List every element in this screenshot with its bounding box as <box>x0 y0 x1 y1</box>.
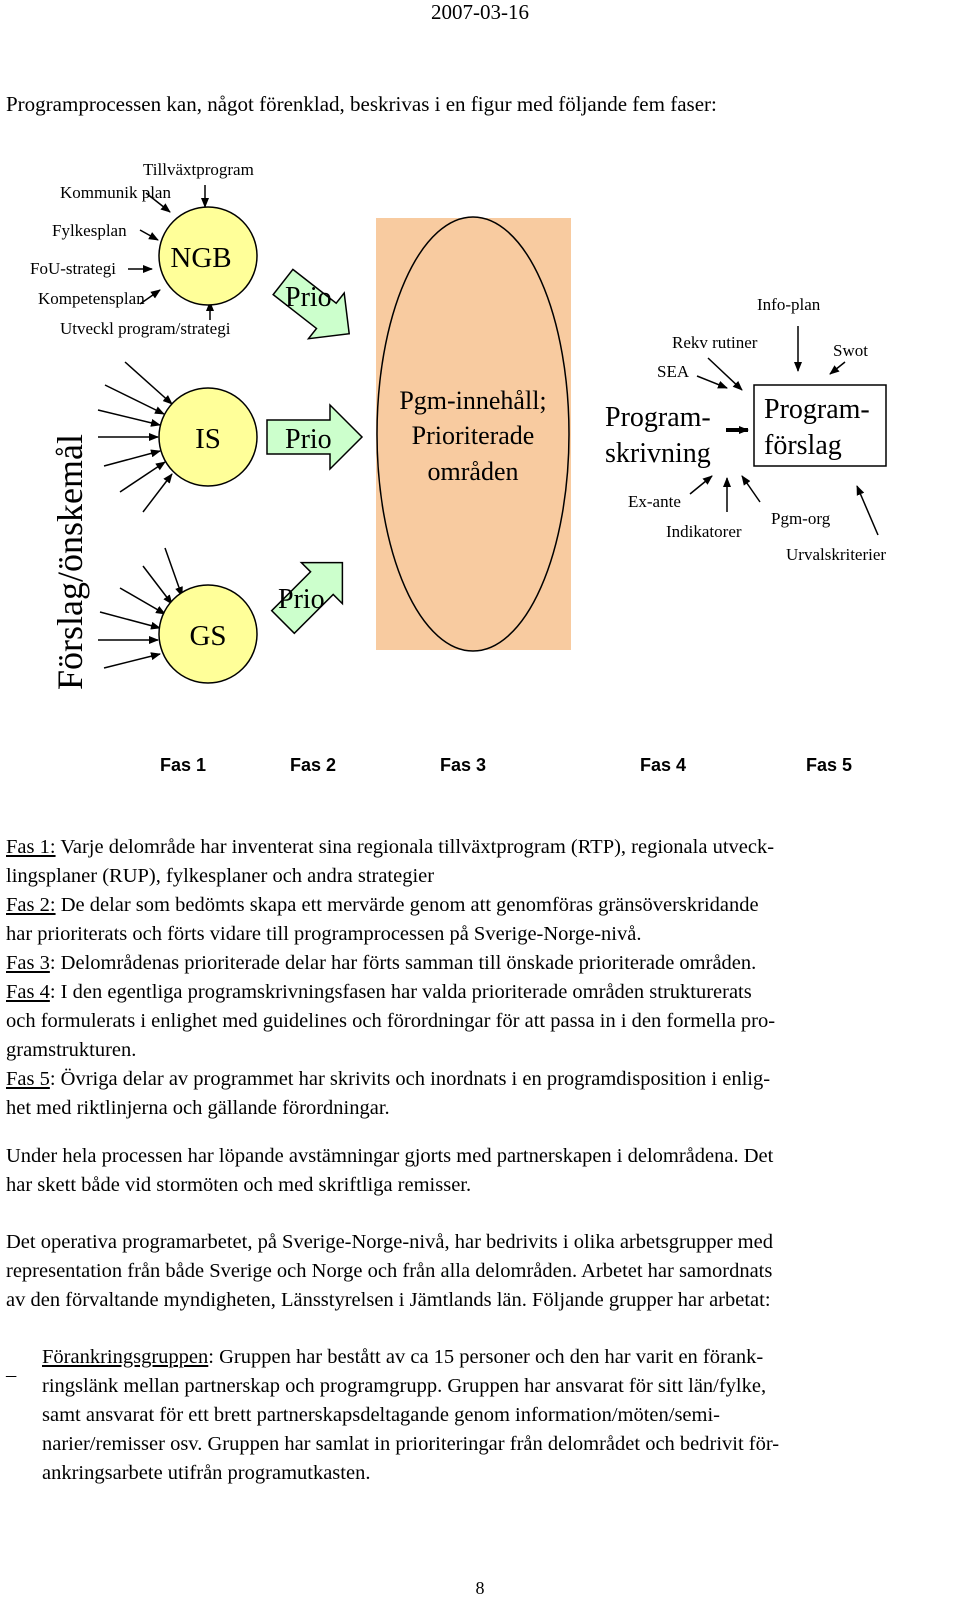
fas4-text-1: : I den egentliga programskrivningsfasen har valda prioriterade områden strukturerats <box>49 981 752 1003</box>
fas3-text-1: : Delområdenas prioriterade delar har förts samman till önskade prioriterade områden. <box>49 952 757 974</box>
prio-label-middle: Prio <box>285 424 332 455</box>
rekv-rutiner-label: Rekv rutiner <box>672 333 758 352</box>
intro-text: Programprocessen kan, något förenklad, beskrivas i en figur med följande fem faser: <box>6 92 717 116</box>
input-tillvaxtprogram: Tillväxtprogram <box>143 160 254 179</box>
para3-line-1: Det operativa programarbetet, på Sverige-Norge-nivå, har bedrivits i olika arbetsgrupper med <box>6 1231 773 1253</box>
bullet-line-2: ringslänk mellan partnerskap och programgrupp. Gruppen har ansvarat för sitt län/fylke, <box>42 1375 767 1397</box>
swot-label: Swot <box>833 341 868 360</box>
fas4-line-2: och formulerats i enlighet med guidelines och förordningar för att passa in i den formella pro- <box>6 1010 776 1032</box>
fas2-text-1: De delar som bedömts skapa ett mervärde genom att genomföras gränsöverskridande <box>60 894 759 916</box>
indikatorer-label: Indikatorer <box>666 522 742 541</box>
fas1-label: Fas 1: <box>6 836 56 858</box>
infoplan-label: Info-plan <box>757 295 821 314</box>
bullet-line-4: narier/remisser osv. Gruppen har samlat in prioriteringar från delområdet och bedrivit för- <box>42 1433 780 1455</box>
bullet-forankringsgruppen <box>42 1343 952 1488</box>
fas5-line-2: het med riktlinjerna och gällande förordningar. <box>6 1097 390 1119</box>
fas1-text-1: Varje delområde har inventerat sina regionala tillväxtprogram (RTP), regionala utveck- <box>60 836 775 858</box>
para2-line-1: Under hela processen har löpande avstämningar gjorts med partnerskapen i delområdena. Det <box>6 1145 774 1167</box>
fas2-line-1 <box>6 891 954 920</box>
input-fylkesplan: Fylkesplan <box>52 221 127 240</box>
rekv-arrow <box>708 358 742 390</box>
fas2-line-2: har prioriterats och förts vidare till programprocessen på Sverige-Norge-nivå. <box>6 923 642 945</box>
paragraph-operativa <box>6 1228 954 1315</box>
fas1-line-2: lingsplaner (RUP), fylkesplaner och andra strategier <box>6 865 435 887</box>
page-date: 2007-03-16 <box>431 0 529 24</box>
fas4-label: Fas 4 <box>6 981 50 1003</box>
prio-label-bottom: Prio <box>278 584 325 615</box>
bullet-label: Förankringsgruppen <box>42 1346 209 1368</box>
fas3-line-1 <box>6 949 954 978</box>
page-number: 8 <box>475 1578 485 1598</box>
programforslag-line-2: förslag <box>764 430 842 461</box>
bullet-line-1 <box>42 1343 952 1372</box>
sea-label: SEA <box>657 362 690 381</box>
pgmorg-arrow <box>742 476 760 502</box>
ngb-label: NGB <box>170 242 232 274</box>
fas5-label: Fas 5 <box>6 1068 50 1090</box>
programforslag-line-1: Program- <box>764 394 870 425</box>
is-label: IS <box>195 423 221 455</box>
phase-label-2: Fas 2 <box>290 755 337 775</box>
input-utveckl-program: Utveckl program/strategi <box>60 319 231 338</box>
bullet-line-5: ankringsarbete utifrån programutkasten. <box>42 1462 371 1484</box>
fas4-line-3: gramstrukturen. <box>6 1039 137 1061</box>
phase-label-1: Fas 1 <box>160 755 207 775</box>
bullet-line-3: samt ansvarat för ett brett partnerskapsdeltagande genom information/möten/semi- <box>42 1404 720 1426</box>
fas1-line-1 <box>6 833 954 862</box>
process-diagram <box>0 150 960 710</box>
fas3-label: Fas 3 <box>6 952 50 974</box>
phase-label-5: Fas 5 <box>806 755 853 775</box>
paragraph-process <box>6 1142 954 1200</box>
para2-line-2: har skett både vid stormöten och med skriftliga remisser. <box>6 1174 472 1196</box>
bullet-dash: – <box>6 1364 17 1386</box>
exante-arrow <box>690 476 712 494</box>
phase-label-3: Fas 3 <box>440 755 487 775</box>
sea-arrow <box>697 376 727 388</box>
fas5-line-1 <box>6 1065 954 1094</box>
input-kompetensplan: Kompetensplan <box>38 289 145 308</box>
prio-label-top: Prio <box>285 282 332 313</box>
swot-arrow <box>830 362 845 374</box>
gs-label: GS <box>189 620 227 652</box>
input-kommunik-plan: Kommunik plan <box>60 183 171 202</box>
programskrivning-line-2: skrivning <box>605 438 711 469</box>
para3-line-3: av den förvaltande myndigheten, Länsstyrelsen i Jämtlands län. Följande grupper har arbetat: <box>6 1289 771 1311</box>
urval-label: Urvalskriterier <box>786 545 887 564</box>
phase-descriptions <box>6 833 954 1123</box>
fas2-label: Fas 2: <box>6 894 56 916</box>
input-fou-strategi: FoU-strategi <box>30 259 116 278</box>
programskrivning-line-1: Program- <box>605 402 711 433</box>
ellipse-line-2: Prioriterade <box>411 421 535 450</box>
exante-label: Ex-ante <box>628 492 681 511</box>
fas5-text-1: : Övriga delar av programmet har skrivits och inordnats i en programdisposition i enlig- <box>49 1068 771 1090</box>
bullet-text-1: : Gruppen har bestått av ca 15 personer och den har varit en förank- <box>208 1346 764 1368</box>
ellipse-line-3: områden <box>427 457 519 486</box>
urval-arrow <box>857 486 878 535</box>
phase-label-4: Fas 4 <box>640 755 687 775</box>
para3-line-2: representation från både Sverige och Norge och från alla delområden. Arbetet har samordnats <box>6 1260 773 1282</box>
ellipse-line-1: Pgm-innehåll; <box>399 386 547 415</box>
fas4-line-1 <box>6 978 954 1007</box>
side-label: Förslag/önskemål <box>50 434 90 690</box>
pgmorg-label: Pgm-org <box>771 509 831 528</box>
arrow-fylkesplan <box>140 230 158 240</box>
